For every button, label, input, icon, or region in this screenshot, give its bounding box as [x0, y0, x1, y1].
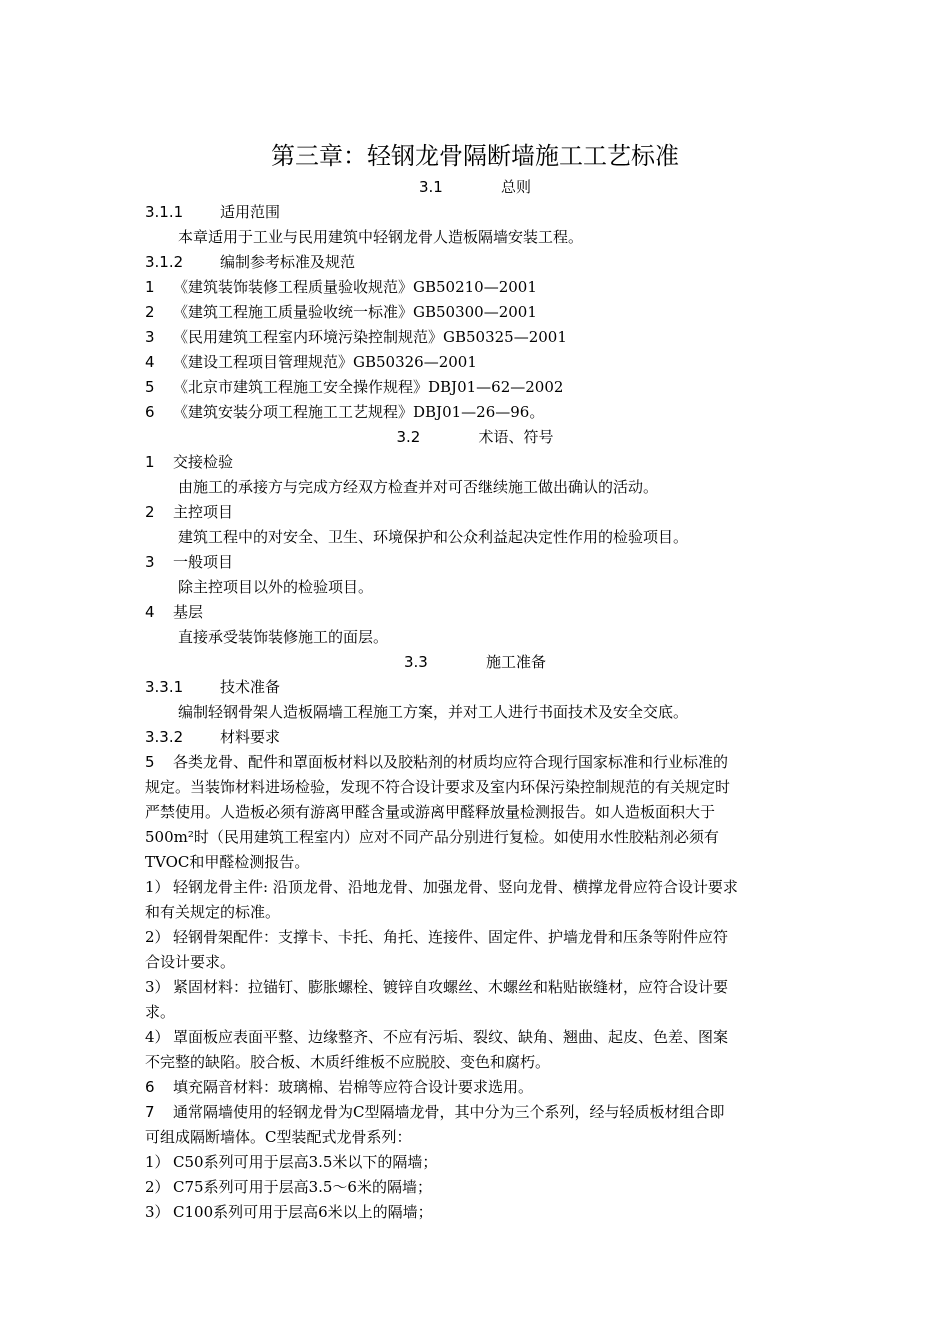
- term-name: 主控项目: [173, 503, 234, 521]
- subsection-label: 编制参考标准及规范: [220, 253, 356, 271]
- chapter-title: 第三章：轻钢龙骨隔断墙施工工艺标准: [271, 142, 679, 170]
- item-text: 《建筑工程施工质量验收统一标准》GB50300—2001: [173, 303, 537, 321]
- subsection-heading-3-3-1: [145, 675, 805, 699]
- subsection-heading-3-3-2: [145, 725, 805, 749]
- subsection-number: 3.1.2: [145, 253, 184, 271]
- section-heading-3-2: [0, 425, 950, 449]
- subsection-label: 材料要求: [220, 728, 281, 746]
- item-number: 2）: [145, 928, 170, 946]
- item-text-line: 紧固材料：拉锚钉、膨胀螺栓、镀锌自攻螺丝、木螺丝和粘贴嵌缝材，应符合设计要: [173, 978, 729, 996]
- item-text-line: 求。: [145, 1003, 176, 1021]
- item-text-line: 不完整的缺陷。胶合板、木质纤维板不应脱胶、变色和腐朽。: [145, 1053, 551, 1071]
- section-label: 施工准备: [485, 653, 546, 671]
- reference-item: [145, 300, 805, 324]
- material-item-7: [145, 1100, 805, 1124]
- item-text: 填充隔音材料：玻璃棉、岩棉等应符合设计要求选用。: [173, 1078, 534, 1096]
- series-item: [145, 1150, 805, 1174]
- material-sub-item: [145, 875, 805, 899]
- section-heading-3-3: [0, 650, 950, 674]
- item-number: 5: [145, 378, 155, 396]
- subsection-number: 3.3.1: [145, 678, 184, 696]
- item-text-line: 500m²时（民用建筑工程室内）应对不同产品分别进行复检。如使用水性胶粘剂必须有: [145, 828, 719, 846]
- term-item: [145, 550, 805, 574]
- item-text-line: 严禁使用。人造板必须有游离甲醛含量或游离甲醛释放量检测报告。如人造板面积大于: [145, 803, 716, 821]
- subsection-label: 适用范围: [220, 203, 281, 221]
- item-text-line: 轻钢骨架配件：支撑卡、卡托、角托、连接件、固定件、护墙龙骨和压条等附件应符: [173, 928, 729, 946]
- term-definition: 由施工的承接方与完成方经双方检查并对可否继续施工做出确认的活动。: [178, 478, 659, 496]
- subsection-number: 3.1.1: [145, 203, 184, 221]
- paragraph: 编制轻钢骨架人造板隔墙工程施工方案，并对工人进行书面技术及安全交底。: [178, 703, 689, 721]
- term-item: [145, 500, 805, 524]
- item-number: 6: [145, 1078, 155, 1096]
- reference-item: [145, 275, 805, 299]
- item-text-line: 通常隔墙使用的轻钢龙骨为C型隔墙龙骨，其中分为三个系列，经与轻质板材组合即: [173, 1103, 725, 1121]
- item-number: 1: [145, 278, 155, 296]
- reference-item: [145, 325, 805, 349]
- section-number: 3.1: [418, 178, 443, 196]
- term-item: [145, 450, 805, 474]
- item-text: 《建设工程项目管理规范》GB50326—2001: [173, 353, 477, 371]
- item-number: 2: [145, 303, 155, 321]
- material-item-5: [145, 750, 805, 774]
- item-text: C100系列可用于层高6米以上的隔墙；: [173, 1203, 433, 1221]
- item-text-line: 可组成隔断墙体。C型装配式龙骨系列：: [145, 1128, 412, 1146]
- item-number: 7: [145, 1103, 155, 1121]
- item-text: 《北京市建筑工程施工安全操作规程》DBJ01—62—2002: [173, 378, 564, 396]
- item-text-line: 规定。当装饰材料进场检验，发现不符合设计要求及室内环保污染控制规范的有关规定时: [145, 778, 731, 796]
- item-text-line: 各类龙骨、配件和罩面板材料以及胶粘剂的材质均应符合现行国家标准和行业标准的: [173, 753, 729, 771]
- item-number: 1）: [145, 1153, 170, 1171]
- section-label: 术语、符号: [478, 428, 554, 446]
- term-definition: 除主控项目以外的检验项目。: [178, 578, 374, 596]
- material-item-6: [145, 1075, 805, 1099]
- term-item: [145, 600, 805, 624]
- item-number: 3）: [145, 978, 170, 996]
- item-number: 4）: [145, 1028, 170, 1046]
- item-number: 4: [145, 603, 155, 621]
- item-text: C75系列可用于层高3.5～6米的隔墙；: [173, 1178, 432, 1196]
- term-name: 交接检验: [173, 453, 234, 471]
- term-definition: 直接承受装饰装修施工的面层。: [178, 628, 389, 646]
- item-text-line: 轻钢龙骨主件: 沿顶龙骨、沿地龙骨、加强龙骨、竖向龙骨、横撑龙骨应符合设计要求: [173, 878, 738, 896]
- item-text: 《建筑装饰装修工程质量验收规范》GB50210—2001: [173, 278, 537, 296]
- subsection-number: 3.3.2: [145, 728, 184, 746]
- section-number: 3.2: [396, 428, 421, 446]
- material-sub-item: [145, 1025, 805, 1049]
- item-text: 《民用建筑工程室内环境污染控制规范》GB50325—2001: [173, 328, 567, 346]
- reference-item: [145, 350, 805, 374]
- paragraph: 本章适用于工业与民用建筑中轻钢龙骨人造板隔墙安装工程。: [178, 228, 584, 246]
- item-number: 1: [145, 453, 155, 471]
- item-number: 2）: [145, 1178, 170, 1196]
- subsection-label: 技术准备: [220, 678, 281, 696]
- material-sub-item: [145, 925, 805, 949]
- item-number: 3: [145, 328, 155, 346]
- subsection-heading-3-1-1: [145, 200, 805, 224]
- item-number: 3）: [145, 1203, 170, 1221]
- reference-item: [145, 375, 805, 399]
- term-name: 基层: [173, 603, 204, 621]
- item-number: 3: [145, 553, 155, 571]
- section-heading-3-1: [0, 175, 950, 199]
- series-item: [145, 1200, 805, 1224]
- subsection-heading-3-1-2: [145, 250, 805, 274]
- item-text-line: TVOC和甲醛检测报告。: [145, 853, 310, 871]
- material-sub-item: [145, 975, 805, 999]
- section-label: 总则: [500, 178, 531, 196]
- item-number: 5: [145, 753, 155, 771]
- term-name: 一般项目: [173, 553, 234, 571]
- item-text: 《建筑安装分项工程施工工艺规程》DBJ01—26—96。: [173, 403, 545, 421]
- item-number: 6: [145, 403, 155, 421]
- item-text: C50系列可用于层高3.5米以下的隔墙；: [173, 1153, 438, 1171]
- item-text-line: 合设计要求。: [145, 953, 236, 971]
- item-number: 1）: [145, 878, 170, 896]
- section-number: 3.3: [403, 653, 428, 671]
- term-definition: 建筑工程中的对安全、卫生、环境保护和公众利益起决定性作用的检验项目。: [178, 528, 689, 546]
- item-number: 4: [145, 353, 155, 371]
- item-number: 2: [145, 503, 155, 521]
- item-text-line: 罩面板应表面平整、边缘整齐、不应有污垢、裂纹、缺角、翘曲、起皮、色差、图案: [173, 1028, 729, 1046]
- item-text-line: 和有关规定的标准。: [145, 903, 281, 921]
- series-item: [145, 1175, 805, 1199]
- reference-item: [145, 400, 805, 424]
